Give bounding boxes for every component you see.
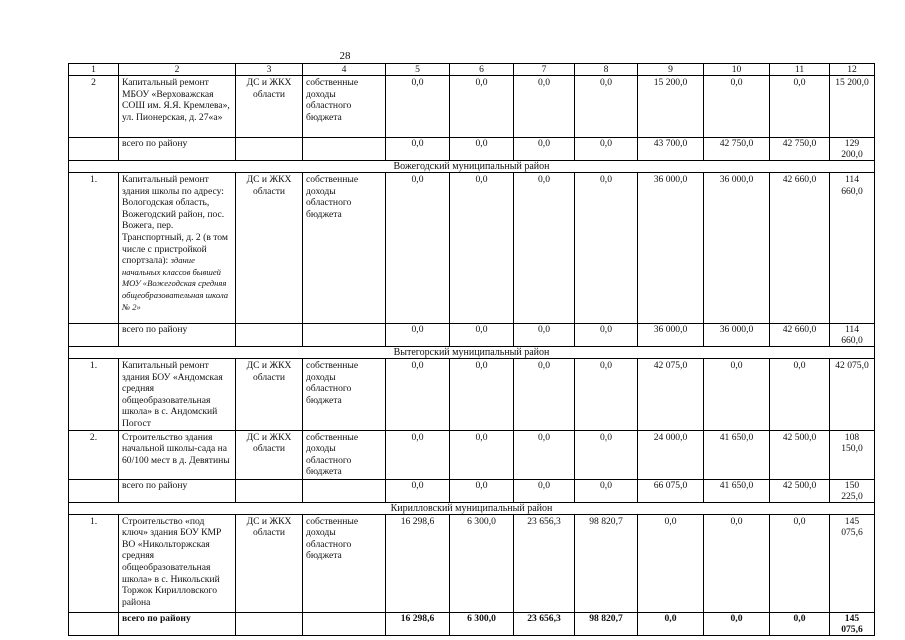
total-value: 0,0 <box>514 138 575 161</box>
executor: ДС и ЖКХ области <box>236 514 303 612</box>
funding-source: собственные доходы областного бюджета <box>303 173 386 324</box>
funding-value: 145 075,6 <box>830 514 875 612</box>
object-description <box>119 76 236 138</box>
total-value: 145 075,6 <box>830 612 875 635</box>
funding-value: 0,0 <box>704 514 770 612</box>
funding-value: 0,0 <box>704 76 770 138</box>
funding-value: 24 000,0 <box>638 430 704 479</box>
total-value: 0,0 <box>575 138 638 161</box>
funding-value: 0,0 <box>575 430 638 479</box>
total-value: 0,0 <box>575 324 638 347</box>
funding-value: 108 150,0 <box>830 430 875 479</box>
column-number: 5 <box>386 64 450 76</box>
program-table <box>68 63 875 636</box>
total-value: 0,0 <box>638 612 704 635</box>
page-number: 28 <box>339 50 351 62</box>
total-label: всего по району <box>119 612 236 635</box>
funding-source: собственные доходы областного бюджета <box>303 76 386 138</box>
empty-cell <box>303 479 386 502</box>
empty-cell <box>303 138 386 161</box>
empty-cell <box>303 612 386 635</box>
description-text: Капитальный ремонт здания школы по адресу: Вологодская область, Вожегодский район, пос. Вожега, пер. Транспортный, д. 2 (в том числе с пристройкой спортзала): <box>122 174 228 267</box>
column-number: 10 <box>704 64 770 76</box>
empty-cell <box>236 324 303 347</box>
funding-value: 0,0 <box>770 76 830 138</box>
executor: ДС и ЖКХ области <box>236 359 303 431</box>
funding-value: 0,0 <box>514 76 575 138</box>
district-total-row <box>69 479 875 502</box>
column-number: 1 <box>69 64 119 76</box>
funding-value: 0,0 <box>704 359 770 431</box>
total-value: 6 300,0 <box>450 612 514 635</box>
district-title: Кирилловский муниципальный район <box>69 502 875 514</box>
empty-cell <box>236 612 303 635</box>
total-value: 150 225,0 <box>830 479 875 502</box>
funding-value: 15 200,0 <box>830 76 875 138</box>
total-value: 0,0 <box>386 479 450 502</box>
total-value: 0,0 <box>704 612 770 635</box>
column-number: 6 <box>450 64 514 76</box>
total-value: 0,0 <box>450 479 514 502</box>
empty-cell <box>69 612 119 635</box>
funding-value: 0,0 <box>514 359 575 431</box>
row-number: 1. <box>69 359 119 431</box>
description-text: Капитальный ремонт здания БОУ «Андомская средняя общеобразовательная школа» в с. Андомский Погост <box>122 360 223 429</box>
funding-value: 42 075,0 <box>830 359 875 431</box>
object-row <box>69 430 875 479</box>
object-row <box>69 173 875 324</box>
funding-value: 0,0 <box>386 76 450 138</box>
district-total-row <box>69 138 875 161</box>
funding-value: 6 300,0 <box>450 514 514 612</box>
total-value: 36 000,0 <box>704 324 770 347</box>
total-value: 0,0 <box>450 138 514 161</box>
column-number: 12 <box>830 64 875 76</box>
funding-value: 0,0 <box>575 359 638 431</box>
funding-value: 0,0 <box>575 76 638 138</box>
empty-cell <box>69 479 119 502</box>
funding-value: 0,0 <box>575 173 638 324</box>
total-value: 114 660,0 <box>830 324 875 347</box>
column-number: 4 <box>303 64 386 76</box>
row-number: 2 <box>69 76 119 138</box>
empty-cell <box>303 324 386 347</box>
district-title: Вытегорский муниципальный район <box>69 347 875 359</box>
object-row <box>69 76 875 138</box>
funding-value: 36 000,0 <box>704 173 770 324</box>
executor: ДС и ЖКХ области <box>236 173 303 324</box>
funding-value: 16 298,6 <box>386 514 450 612</box>
total-label: всего по району <box>119 479 236 502</box>
row-number: 1. <box>69 173 119 324</box>
total-value: 42 660,0 <box>770 324 830 347</box>
total-value: 98 820,7 <box>575 612 638 635</box>
description-text: Капитальный ремонт МБОУ «Верховажская СОШ им. Я.Я. Кремлева», ул. Пионерская, д. 27«а» <box>122 77 230 123</box>
funding-value: 42 660,0 <box>770 173 830 324</box>
district-total-row <box>69 324 875 347</box>
funding-value: 0,0 <box>450 173 514 324</box>
column-number: 8 <box>575 64 638 76</box>
district-total-row <box>69 612 875 635</box>
funding-value: 23 656,3 <box>514 514 575 612</box>
funding-value: 0,0 <box>450 76 514 138</box>
funding-value: 15 200,0 <box>638 76 704 138</box>
column-number: 2 <box>119 64 236 76</box>
row-number: 2. <box>69 430 119 479</box>
object-description <box>119 430 236 479</box>
section-row <box>69 161 875 173</box>
total-value: 129 200,0 <box>830 138 875 161</box>
total-value: 41 650,0 <box>704 479 770 502</box>
column-number: 3 <box>236 64 303 76</box>
object-description <box>119 514 236 612</box>
funding-value: 0,0 <box>450 430 514 479</box>
object-row <box>69 514 875 612</box>
total-value: 23 656,3 <box>514 612 575 635</box>
funding-value: 0,0 <box>386 359 450 431</box>
funding-value: 0,0 <box>386 173 450 324</box>
total-value: 66 075,0 <box>638 479 704 502</box>
total-value: 42 750,0 <box>770 138 830 161</box>
total-value: 0,0 <box>514 324 575 347</box>
description-text: Строительство здания начальной школы-сада на 60/100 мест в д. Девятины <box>122 431 230 466</box>
empty-cell <box>236 138 303 161</box>
total-value: 0,0 <box>770 612 830 635</box>
funding-value: 0,0 <box>514 430 575 479</box>
total-value: 42 500,0 <box>770 479 830 502</box>
total-value: 16 298,6 <box>386 612 450 635</box>
funding-value: 42 075,0 <box>638 359 704 431</box>
column-number: 7 <box>514 64 575 76</box>
description-text: Строительство «под ключ» здания БОУ КМР ВО «Никольторжская средняя общеобразовательная школа» в с. Никольский Торжок Кирилловского района <box>122 515 222 608</box>
total-value: 43 700,0 <box>638 138 704 161</box>
funding-value: 0,0 <box>450 359 514 431</box>
section-row <box>69 347 875 359</box>
total-value: 0,0 <box>514 479 575 502</box>
funding-source: собственные доходы областного бюджета <box>303 514 386 612</box>
total-label: всего по району <box>119 138 236 161</box>
funding-value: 42 500,0 <box>770 430 830 479</box>
total-value: 0,0 <box>386 324 450 347</box>
empty-cell <box>69 138 119 161</box>
executor: ДС и ЖКХ области <box>236 76 303 138</box>
funding-value: 0,0 <box>638 514 704 612</box>
total-value: 0,0 <box>386 138 450 161</box>
funding-value: 114 660,0 <box>830 173 875 324</box>
funding-value: 98 820,7 <box>575 514 638 612</box>
funding-value: 0,0 <box>386 430 450 479</box>
object-row <box>69 359 875 431</box>
total-label: всего по району <box>119 324 236 347</box>
funding-value: 0,0 <box>514 173 575 324</box>
funding-value: 0,0 <box>770 514 830 612</box>
empty-cell <box>69 324 119 347</box>
funding-source: собственные доходы областного бюджета <box>303 359 386 431</box>
executor: ДС и ЖКХ области <box>236 430 303 479</box>
total-value: 42 750,0 <box>704 138 770 161</box>
funding-value: 0,0 <box>770 359 830 431</box>
row-number: 1. <box>69 514 119 612</box>
total-value: 0,0 <box>450 324 514 347</box>
object-description <box>119 359 236 431</box>
column-number-row <box>69 64 875 76</box>
column-number: 9 <box>638 64 704 76</box>
total-value: 0,0 <box>575 479 638 502</box>
district-title: Вожегодский муниципальный район <box>69 161 875 173</box>
funding-value: 36 000,0 <box>638 173 704 324</box>
funding-source: собственные доходы областного бюджета <box>303 430 386 479</box>
funding-value: 41 650,0 <box>704 430 770 479</box>
empty-cell <box>236 479 303 502</box>
object-description <box>119 173 236 324</box>
column-number: 11 <box>770 64 830 76</box>
description-note: здание начальных классов бывшей МОУ «Вожегодская средняя общеобразовательная школа № 2» <box>122 255 229 312</box>
total-value: 36 000,0 <box>638 324 704 347</box>
section-row <box>69 502 875 514</box>
